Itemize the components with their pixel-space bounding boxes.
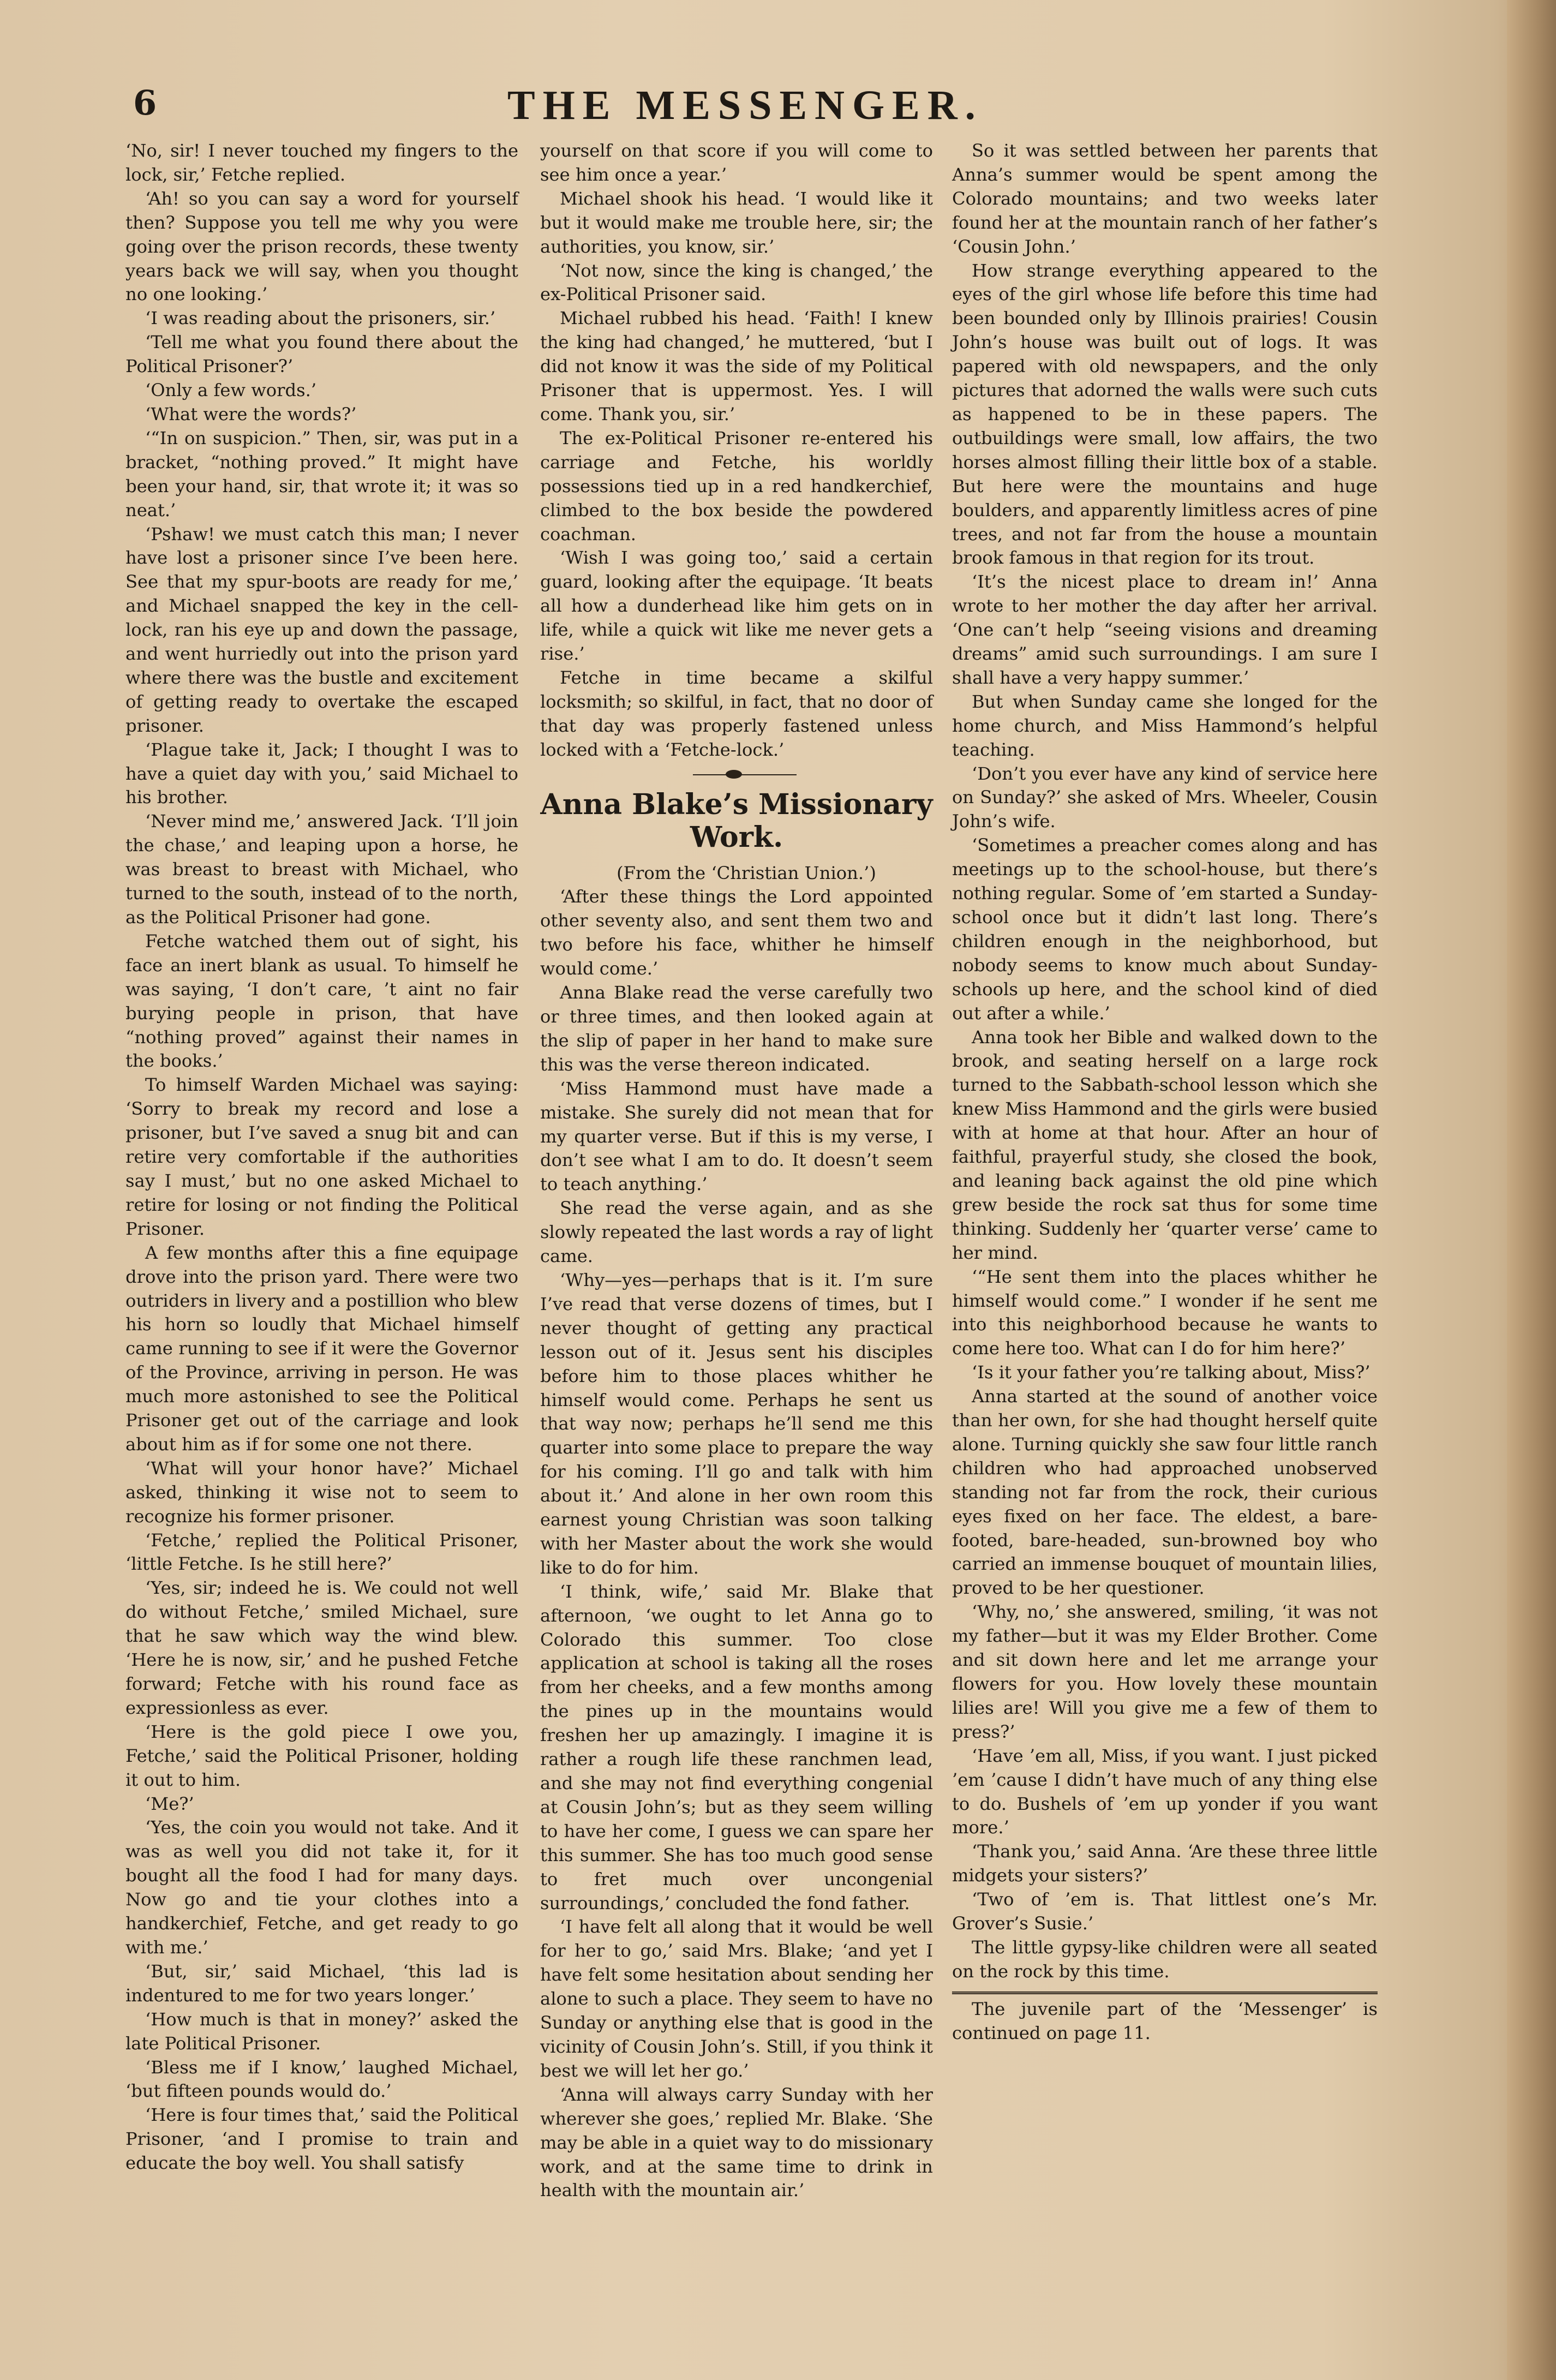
column-3	[952, 139, 1378, 2046]
paragraph: Fetche in time became a skilful locksmith; so skilful, in fact, that no door of that day was properly fastened unless locked with a ‘Fetche-lock.’	[540, 667, 933, 760]
paragraph: ‘Only a few words.’	[145, 380, 317, 401]
article-title: Anna Blake’s Missionary Work.	[540, 787, 933, 854]
paragraph: ‘Yes, the coin you would not take. And it was as well you did not take it, for it bought all the food I had for many days. Now go and tie your clothes into a handkerchief, Fetche, and get ready to go with me.’	[125, 1817, 518, 1958]
column-1	[125, 139, 518, 2175]
page-edge	[1507, 0, 1556, 2380]
paragraph: ‘No, sir! I never touched my fingers to the lock, sir,’ Fetche replied.	[125, 140, 518, 185]
paragraph: ‘Have ’em all, Miss, if you want. I just picked ’em ’cause I didn’t have much of any thing else to do. Bushels of ’em up yonder if you want more.’	[952, 1745, 1378, 1838]
paragraph: ‘Pshaw! we must catch this man; I never have lost a prisoner since I’ve been here. See that my spur-boots are ready for me,’ and Michael snapped the key in the cell-lock, ran his eye up and down the passage, and went hurriedly out into the prison yard where there was the bustle and excitement of getting ready to overtake the escaped prisoner.	[125, 523, 518, 736]
paragraph: Anna Blake read the verse carefully two or three times, and then looked again at the slip of paper in her hand to make sure this was the verse thereon indicated.	[540, 982, 933, 1075]
footer-rule	[952, 1992, 1378, 1994]
paragraph: ‘Bless me if I know,’ laughed Michael, ‘but fifteen pounds would do.’	[125, 2056, 518, 2102]
paragraph: ‘How much is that in money?’ asked the late Political Prisoner.	[125, 2008, 518, 2054]
paragraph: ‘Is it your father you’re talking about, Miss?’	[972, 1362, 1371, 1383]
paragraph: ‘Here is the gold piece I owe you, Fetche,’ said the Political Prisoner, holding it out to him.	[125, 1721, 518, 1790]
paragraph: ‘Thank you,’ said Anna. ‘Are these three little midgets your sisters?’	[952, 1841, 1378, 1886]
paragraph: ‘It’s the nicest place to dream in!’ Anna wrote to her mother the day after her arrival. ‘One can’t help “seeing visions and dreaming dreams” amid such surroundings. I am sure I shall have a very happy summer.’	[952, 571, 1378, 688]
paragraph: ‘I think, wife,’ said Mr. Blake that afternoon, ‘we ought to let Anna go to Colorado this summer. Too close application at school is taking all the roses from her cheeks, and a few months among the pines up in the mountains would freshen her up amazingly. I imagine it is rather a rough life these ranchmen lead, and she may not find everything congenial at Cousin John’s; but as they seem willing to have her come, I guess we can spare her this summer. She has too much good sense to fret much over uncongenial surroundings,’ concluded the fond father.	[540, 1581, 933, 1913]
paragraph: ‘Me?’	[145, 1793, 194, 1814]
paragraph: ‘Yes, sir; indeed he is. We could not well do without Fetche,’ smiled Michael, sure that he saw which way the wind blew. ‘Here he is now, sir,’ and he pushed Fetche forward; Fetche with his round face as expressionless as ever.	[125, 1577, 518, 1718]
paragraph: ‘Tell me what you found there about the Political Prisoner?’	[125, 332, 518, 377]
paragraph: Michael shook his head. ‘I would like it but it would make me trouble here, sir; the authorities, you know, sir.’	[540, 188, 933, 257]
paragraph: ‘Two of ’em is. That littlest one’s Mr. Grover’s Susie.’	[952, 1889, 1378, 1934]
paragraph: The ex-Political Prisoner re-entered his carriage and Fetche, his worldly possessions tied up in a red handkerchief, climbed to the box beside the powdered coachman.	[540, 427, 933, 545]
paragraph: ‘I have felt all along that it would be well for her to go,’ said Mrs. Blake; ‘and yet I have felt some hesitation about sending her alone to such a place. They seem to have no Sunday or anything else that is good in the vicinity of Cousin John’s. Still, if you think it best we will let her go.’	[540, 1916, 933, 2081]
paragraph: ‘Anna will always carry Sunday with her wherever she goes,’ replied Mr. Blake. ‘She may be able in a quiet way to do missionary work, and at the same time to drink in health with the mountain air.’	[540, 2084, 933, 2201]
paragraph: ‘I was reading about the prisoners, sir.’	[145, 308, 496, 329]
paragraph: ‘Why—yes—perhaps that is it. I’m sure I’ve read that verse dozens of times, but I never thought of getting any practical lesson out of it. Jesus sent his disciples before him to those places whither he himself would come. Perhaps he sent us that way now; perhaps he’ll send me this quarter into some place to prepare the way for his coming. I’ll go and talk with him about it.’ And alone in her own room this earnest young Christian was soon talking with her Master about the work she would like to do for him.	[540, 1269, 933, 1578]
paragraph: ‘Sometimes a preacher comes along and has meetings up to the school-house, but there’s nothing regular. Some of ’em started a Sunday-school once but it didn’t last long. There’s children enough in the neighborhood, but nobody seems to know much about Sunday-schools up here, and the school kind of died out after a while.’	[952, 835, 1378, 1024]
paragraph: ‘What were the words?’	[145, 403, 357, 424]
paragraph: She read the verse again, and as she slowly repeated the last words a ray of light came.	[540, 1198, 933, 1267]
paragraph: ‘What will your honor have?’ Michael asked, thinking it wise not to seem to recognize his former prisoner.	[125, 1457, 518, 1527]
paragraph: Anna started at the sound of another voice than her own, for she had thought herself quite alone. Turning quickly she saw four little ranch children who had approached unobserved standing not far from the rock, their curious eyes fixed on her face. The eldest, a bare-footed, bare-headed, sun-browned boy who carried an immense bouquet of mountain lilies, proved to be her questioner.	[952, 1386, 1378, 1599]
paragraph: Anna took her Bible and walked down to the brook, and seating herself on a large rock turned to the Sabbath-school lesson which she knew Miss Hammond and the girls were busied with at home at that hour. After an hour of faithful, prayerful study, she closed the book, and leaning back against the old pine which grew beside the rock sat thus for some time thinking. Suddenly her ‘quarter verse’ came to her mind.	[952, 1026, 1378, 1263]
paragraph: ‘Don’t you ever have any kind of service here on Sunday?’ she asked of Mrs. Wheeler, Cousin John’s wife.	[952, 763, 1378, 832]
paragraph: ‘Not now, since the king is changed,’ the ex-Political Prisoner said.	[540, 260, 933, 305]
paragraph: ‘Miss Hammond must have made a mistake. She surely did not mean that for my quarter verse. But if this is my verse, I don’t see what I am to do. It doesn’t seem to teach anything.’	[540, 1078, 933, 1195]
continuation-note: The juvenile part of the ‘Messenger’ is continued on page 11.	[952, 1998, 1378, 2043]
paragraph: So it was settled between her parents that Anna’s summer would be spent among the Colorado mountains; and two weeks later found her at the mountain ranch of her father’s ‘Cousin John.’	[952, 140, 1378, 257]
column-2	[540, 139, 933, 2203]
section-divider	[540, 767, 933, 783]
paragraph: ‘Wish I was going too,’ said a certain guard, looking after the equipage. ‘It beats all how a dunderhead like him gets on in life, while a quick wit like me never gets a rise.’	[540, 547, 933, 665]
paragraph: ‘Ah! so you can say a word for yourself then? Suppose you tell me why you were going over the prison records, these twenty years back we will say, when you thought no one looking.’	[125, 188, 518, 305]
paragraph: To himself Warden Michael was saying: ‘Sorry to break my record and lose a prisoner, but I’ve saved a snug bit and can retire very comfortable if the authorities say I must,’ but no one asked Michael to retire for losing or not finding the Political Prisoner.	[125, 1074, 518, 1239]
page-number: 6	[133, 83, 157, 123]
paragraph: yourself on that score if you will come to see him once a year.’	[540, 140, 933, 185]
paragraph: How strange everything appeared to the eyes of the girl whose life before this time had been bounded only by Illinois prairies! Cousin John’s house was built out of logs. It was papered with old newspapers, and the only pictures that adorned the walls were such cuts as happened to be in these papers. The outbuildings were small, low affairs, the two horses almost filling their little box of a stable. But here were the mountains and huge boulders, and apparently limitless acres of pine trees, and not far from the house a mountain brook famous in that region for its trout.	[952, 260, 1378, 569]
paragraph: But when Sunday came she longed for the home church, and Miss Hammond’s helpful teaching.	[952, 691, 1378, 760]
paragraph: The little gypsy-like children were all seated on the rock by this time.	[952, 1936, 1378, 1982]
paragraph: ‘Here is four times that,’ said the Political Prisoner, ‘and I promise to train and educate the boy well. You shall satisfy	[125, 2104, 518, 2174]
paragraph: Michael rubbed his head. ‘Faith! I knew the king had changed,’ he muttered, ‘but I did not know it was the side of my Political Prisoner that is uppermost. Yes. I will come. Thank you, sir.’	[540, 308, 933, 424]
paragraph: ‘Never mind me,’ answered Jack. ‘I’ll join the chase,’ and leaping upon a horse, he was breast to breast with Michael, who turned to the south, instead of to the north, as the Political Prisoner had gone.	[125, 811, 518, 928]
paragraph: ‘“He sent them into the places whither he himself would come.” I wonder if he sent me into this neighborhood because he wants to come here too. What can I do for him here?’	[952, 1266, 1378, 1359]
paragraph: ‘After these things the Lord appointed other seventy also, and sent them two and two before his face, whither he himself would come.’	[540, 886, 933, 979]
paragraph: ‘“In on suspicion.” Then, sir, was put in a bracket, “nothing proved.” It might have been your hand, sir, that wrote it; it was so neat.’	[125, 427, 518, 521]
page-header	[125, 82, 1326, 136]
paragraph: ‘Fetche,’ replied the Political Prisoner, ‘little Fetche. Is he still here?’	[125, 1529, 518, 1575]
paragraph: ‘But, sir,’ said Michael, ‘this lad is indentured to me for two years longer.’	[125, 1960, 518, 2006]
article-source: (From the ‘Christian Union.’)	[617, 862, 876, 883]
paragraph: ‘Why, no,’ she answered, smiling, ‘it was not my father—but it was my Elder Brother. Come and sit down here and let me arrange your flowers for you. How lovely these mountain lilies are! Will you give me a few of them to press?’	[952, 1601, 1378, 1742]
paragraph: Fetche watched them out of sight, his face an inert blank as usual. To himself he was saying, ‘I don’t care, ’t aint no fair burying people in prison, that have “nothing proved” against their names in the books.’	[125, 930, 518, 1072]
paragraph: ‘Plague take it, Jack; I thought I was to have a quiet day with you,’ said Michael to his brother.	[125, 739, 518, 808]
paragraph: A few months after this a fine equipage drove into the prison yard. There were two outriders in livery and a postillion who blew his horn so loudly that Michael himself came running to see if it were the Governor of the Province, arriving in person. He was much more astonished to see the Political Prisoner get out of the carriage and look about him as if for some one not there.	[125, 1242, 518, 1455]
masthead: THE MESSENGER.	[507, 82, 983, 128]
